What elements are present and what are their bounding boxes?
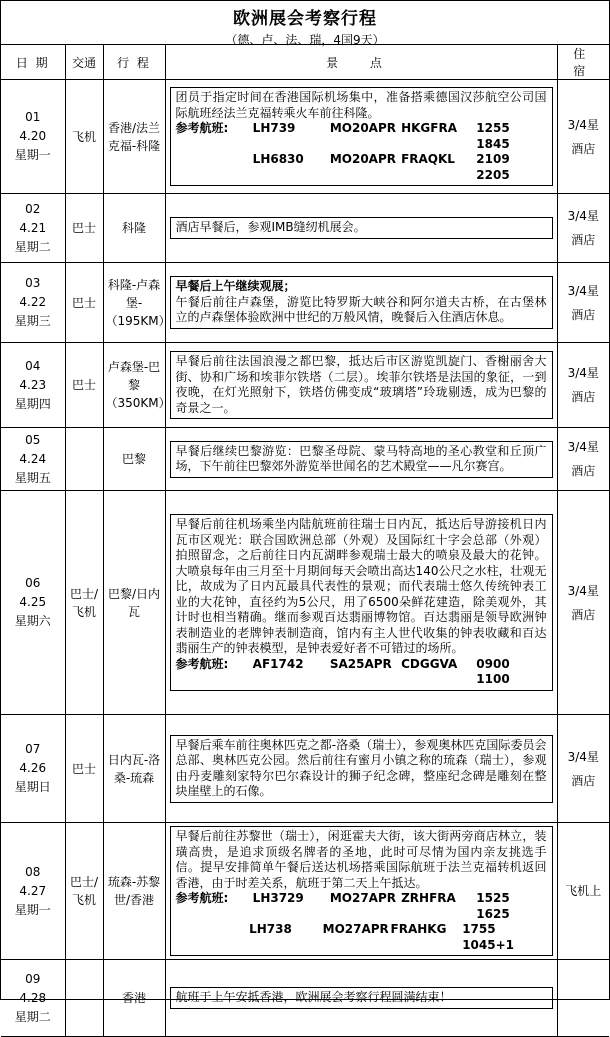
sights-cell bbox=[165, 80, 557, 194]
sight-text: 航班于上午安抵香港，欧洲展会考察行程圆满结束！ bbox=[175, 990, 452, 1005]
date-cell bbox=[1, 194, 65, 263]
date-cell bbox=[1, 823, 65, 960]
day-date: 4.21 bbox=[19, 220, 47, 235]
day-weekday: 星期日 bbox=[14, 780, 51, 794]
day-weekday: 星期四 bbox=[14, 396, 51, 411]
flight-time: 0900 1100 bbox=[476, 656, 510, 687]
sights-cell bbox=[165, 263, 557, 343]
header-route: 行 程 bbox=[103, 45, 165, 80]
day-row bbox=[1, 823, 609, 960]
stay-type: 酒店 bbox=[571, 773, 596, 788]
day-weekday: 星期六 bbox=[14, 614, 51, 628]
sights-cell bbox=[165, 715, 557, 823]
stay-cell bbox=[557, 80, 609, 194]
stay-rating: 3/4星 bbox=[567, 117, 599, 132]
day-weekday: 星期一 bbox=[14, 148, 51, 162]
itinerary-table bbox=[1, 45, 609, 1037]
day-weekday: 星期五 bbox=[14, 470, 51, 485]
day-row bbox=[1, 428, 609, 491]
day-date: 4.28 bbox=[19, 990, 47, 1005]
flight-time: 2109 2205 bbox=[476, 152, 510, 182]
stay-cell bbox=[557, 823, 609, 960]
sight-text: 早餐后继续巴黎游览：巴黎圣母院、蒙马特高地的圣心教堂和丘顶广场，下午前往巴黎郊外游览举世闻名的艺术殿堂——凡尔赛宫。 bbox=[175, 443, 547, 473]
stay-rating: 3/4星 bbox=[567, 366, 599, 380]
day-date: 4.27 bbox=[19, 883, 47, 898]
day-number: 03 bbox=[25, 276, 41, 290]
sight-text: 早餐后乘车前往奥林匹克之都-洛桑（瑞士），参观奥林匹克国际委员会总部、奥林匹克公园。然后前往有蜜月小镇之称的琉森（瑞士），参观由丹麦雕刻家特尔巴尔森设计的狮子纪念碑，整座纪念碑是雕刻在整块崖壁上的石像。 bbox=[175, 737, 547, 798]
day-date: 4.25 bbox=[19, 595, 47, 609]
sights-cell bbox=[165, 428, 557, 491]
flight-route: ZRHFRA bbox=[401, 891, 456, 905]
day-number: 09 bbox=[25, 971, 41, 986]
stay-cell bbox=[557, 715, 609, 823]
stay-cell bbox=[557, 343, 609, 428]
flight-time: 1755 1045+1 bbox=[462, 922, 515, 952]
route-cell: 日内瓦-洛桑-琉森 bbox=[103, 715, 165, 823]
transport-cell bbox=[65, 428, 103, 491]
flight-route: CDGGVA bbox=[401, 656, 458, 671]
transport-cell: 巴士 bbox=[65, 343, 103, 428]
header-row bbox=[1, 45, 609, 80]
sight-text: 早餐后前往苏黎世（瑞士），闲逛霍夫大街，该大街两旁商店林立，装璜高贵，是追求顶级名牌者的圣地，此时可尽情为国内亲友挑选手信。提早安排简单午餐后送达机场搭乘国际航班于法兰克福转机返回香港，由于时差关系，航班于第二天上午抵达。 bbox=[175, 829, 547, 890]
date-cell bbox=[1, 491, 65, 715]
day-number: 06 bbox=[25, 576, 41, 590]
stay-rating: 3/4星 bbox=[567, 209, 599, 223]
day-row bbox=[1, 263, 609, 343]
stay-type: 酒店 bbox=[571, 141, 596, 156]
sight-text: 早餐后前往机场乘坐内陆航班前往瑞士日内瓦，抵达后导游接机日内瓦市区观光：联合国欧洲总部（外观）及国际红十字会总部（外观）拍照留念，之后前往日内瓦湖畔参观瑞士最大的喷泉及最大的花钟。大喷泉每年由三月至十月期间每天会喷出高达140公尺之水柱，壮观无比，故成为了日内瓦最具代表性的景观；而代表瑞士悠久传统钟表工业的大花钟，直径约为5公尺，用了6500朵鲜花建造，除美观外，其计时也相当精确。继而参观百达翡丽博物馆。百达翡丽是领导欧洲钟表制造业的老牌钟表制造商，馆内有主人世代收集的钟表收藏和百达翡丽生产的钟表模型，是钟表爱好者不可错过的场所。 bbox=[175, 517, 547, 656]
sight-text: 团员于指定时间在香港国际机场集中，准备搭乘德国汉莎航空公司国际航班经法兰克福转乘火车前往科隆。 bbox=[175, 90, 547, 120]
sights-box bbox=[170, 87, 553, 186]
sights-box bbox=[170, 276, 553, 329]
flight-route: FRAQKL bbox=[401, 152, 455, 166]
day-weekday: 星期二 bbox=[14, 1009, 51, 1024]
header-transport: 交通 bbox=[65, 45, 103, 80]
date-cell bbox=[1, 343, 65, 428]
route-cell: 科隆 bbox=[103, 194, 165, 263]
header-stay: 住 宿 bbox=[557, 45, 609, 80]
page-title: 欧洲展会考察行程 bbox=[233, 9, 377, 29]
stay-cell bbox=[557, 194, 609, 263]
sight-text: 酒店早餐后，参观IMB缝纫机展会。 bbox=[175, 220, 366, 235]
flight-route: HKGFRA bbox=[401, 121, 457, 135]
flight-date: MO27APR bbox=[322, 922, 389, 936]
stay-rating: 飞机上 bbox=[565, 884, 602, 898]
flight-date: MO20APR bbox=[329, 121, 397, 135]
transport-cell: 巴士/飞机 bbox=[65, 491, 103, 715]
day-date: 4.22 bbox=[19, 295, 47, 309]
sight-lead: 早餐后上午继续观展； bbox=[175, 279, 296, 294]
flight-label: 参考航班: bbox=[175, 891, 229, 905]
route-cell: 巴黎 bbox=[103, 428, 165, 491]
route-cell: 科隆-卢森堡-（195KM） bbox=[103, 263, 165, 343]
flight-line bbox=[176, 152, 547, 183]
sights-box bbox=[170, 987, 553, 1009]
transport-cell: 巴士 bbox=[65, 263, 103, 343]
day-weekday: 星期一 bbox=[14, 902, 51, 917]
flight-label: 参考航班: bbox=[175, 656, 229, 671]
sight-text: 早餐后前往法国浪漫之都巴黎，抵达后市区游览凯旋门、香榭丽舍大街、协和广场和埃菲尔铁塔（二层）。埃菲尔铁塔是法国的象征，一到夜晚，在灯光照射下，铁塔仿佛变成“玻璃塔”玲珑剔透，成为巴黎的奇景之一。 bbox=[175, 354, 547, 415]
header-sights: 景 点 bbox=[165, 45, 557, 80]
transport-cell: 巴士/飞机 bbox=[65, 823, 103, 960]
stay-cell bbox=[557, 263, 609, 343]
flight-route: FRAHKG bbox=[390, 922, 447, 936]
day-weekday: 星期二 bbox=[14, 239, 51, 254]
flight-line bbox=[176, 657, 547, 688]
stay-type: 酒店 bbox=[571, 607, 596, 622]
flight-code: LH739 bbox=[252, 121, 296, 135]
route-cell: 香港 bbox=[103, 960, 165, 1037]
stay-type: 酒店 bbox=[571, 464, 596, 478]
day-row bbox=[1, 343, 609, 428]
sights-box bbox=[170, 826, 553, 956]
page-subtitle: （德、卢、法、瑞，4国9天） bbox=[225, 33, 385, 47]
sights-cell bbox=[165, 491, 557, 715]
flight-code: AF1742 bbox=[252, 656, 304, 671]
day-date: 4.24 bbox=[19, 451, 47, 466]
date-cell bbox=[1, 80, 65, 194]
stay-cell bbox=[557, 491, 609, 715]
stay-rating: 3/4星 bbox=[567, 283, 599, 298]
date-cell bbox=[1, 960, 65, 1037]
transport-cell: 巴士 bbox=[65, 194, 103, 263]
day-number: 01 bbox=[25, 110, 41, 124]
day-number: 07 bbox=[25, 742, 41, 756]
header-date: 日 期 bbox=[1, 45, 65, 80]
flight-label: 参考航班: bbox=[175, 121, 229, 135]
sights-box bbox=[170, 514, 553, 691]
stay-rating: 3/4星 bbox=[567, 440, 599, 454]
sight-text: 午餐后前往卢森堡，游览比特罗斯大峡谷和阿尔道夫古桥，在古堡林立的卢森堡体验欧洲中世纪的万般风情，晚餐后入住酒店休息。 bbox=[175, 294, 547, 325]
date-cell bbox=[1, 428, 65, 491]
day-row bbox=[1, 715, 609, 823]
stay-cell bbox=[557, 428, 609, 491]
flight-date: MO27APR bbox=[329, 891, 397, 905]
day-date: 4.20 bbox=[19, 129, 47, 143]
sights-cell bbox=[165, 960, 557, 1037]
day-row bbox=[1, 960, 609, 1037]
date-cell bbox=[1, 715, 65, 823]
day-weekday: 星期三 bbox=[14, 314, 51, 328]
flight-code: LH3729 bbox=[252, 891, 304, 905]
day-row bbox=[1, 194, 609, 263]
sights-cell bbox=[165, 194, 557, 263]
day-number: 02 bbox=[25, 201, 41, 216]
stay-type: 酒店 bbox=[571, 307, 596, 322]
day-row bbox=[1, 491, 609, 715]
title-block bbox=[1, 1, 609, 45]
day-date: 4.23 bbox=[19, 377, 47, 392]
stay-rating: 3/4星 bbox=[567, 749, 599, 764]
flight-code: LH738 bbox=[249, 922, 292, 936]
flight-date: SA25APR bbox=[329, 656, 392, 671]
transport-cell: 飞机 bbox=[65, 80, 103, 194]
flight-time: 1255 1845 bbox=[476, 121, 510, 151]
sights-box bbox=[170, 351, 553, 419]
route-cell: 琉森-苏黎世/香港 bbox=[103, 823, 165, 960]
sights-box bbox=[170, 217, 553, 239]
day-number: 08 bbox=[25, 864, 41, 879]
day-number: 05 bbox=[25, 432, 41, 447]
stay-type: 酒店 bbox=[571, 233, 596, 247]
transport-cell bbox=[65, 960, 103, 1037]
flight-time: 1525 1625 bbox=[476, 891, 510, 921]
flight-line bbox=[176, 922, 547, 953]
flight-code: LH6830 bbox=[252, 152, 304, 166]
sights-box bbox=[170, 735, 553, 803]
day-row bbox=[1, 80, 609, 194]
transport-cell: 巴士 bbox=[65, 715, 103, 823]
route-cell: 巴黎/日内瓦 bbox=[103, 491, 165, 715]
route-cell: 香港/法兰克福-科隆 bbox=[103, 80, 165, 194]
stay-rating: 3/4星 bbox=[567, 583, 599, 598]
day-date: 4.26 bbox=[19, 761, 47, 775]
flight-line bbox=[176, 891, 547, 922]
stay-cell bbox=[557, 960, 609, 1037]
sights-box bbox=[170, 441, 553, 478]
route-cell: 卢森堡-巴黎（350KM） bbox=[103, 343, 165, 428]
sights-cell bbox=[165, 823, 557, 960]
flight-line bbox=[176, 121, 547, 152]
stay-type: 酒店 bbox=[571, 390, 596, 404]
sights-cell bbox=[165, 343, 557, 428]
flight-date: MO20APR bbox=[329, 152, 397, 166]
day-number: 04 bbox=[25, 358, 41, 373]
date-cell bbox=[1, 263, 65, 343]
